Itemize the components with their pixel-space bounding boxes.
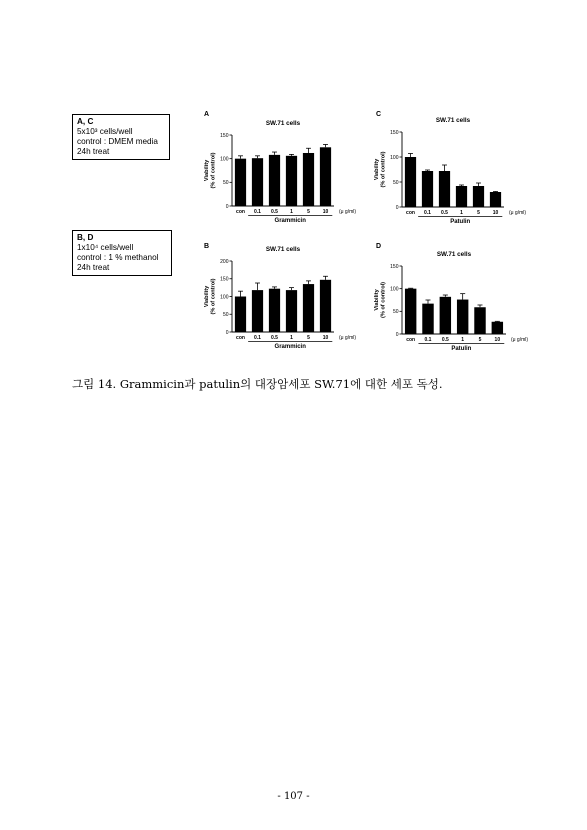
group-label: Patulin [451, 346, 472, 352]
bar [235, 297, 246, 333]
y-tick-label: 150 [390, 263, 399, 270]
y-tick-label: 100 [220, 156, 229, 163]
x-tick-label: 0.5 [441, 210, 448, 216]
x-tick-label: con [406, 210, 415, 216]
chart-title: SW.71 cells [436, 251, 472, 258]
panel-label: D [376, 243, 382, 250]
y-tick-label: 0 [225, 203, 229, 210]
x-tick-label: 1 [461, 337, 465, 343]
condition-box-ac [72, 114, 170, 160]
y-axis-label: Viability(% of control) [374, 281, 387, 319]
condition-line: 1x10⁴ cells/well [77, 243, 134, 252]
condition-header: A, C [77, 117, 94, 126]
y-tick-label: 200 [220, 258, 229, 265]
group-label: Grammicin [274, 218, 306, 224]
group-label: Grammicin [274, 344, 306, 350]
chart-panel-c [372, 108, 542, 226]
chart-title: SW.71 cells [265, 120, 301, 127]
chart-svg [372, 108, 542, 226]
x-tick-label: 0.1 [254, 209, 261, 215]
x-tick-label: 10 [322, 335, 329, 341]
condition-line: 24h treat [77, 263, 110, 272]
y-tick-label: 150 [390, 129, 399, 136]
chart-title: SW.71 cells [265, 246, 301, 253]
y-tick-label: 0 [225, 329, 229, 336]
condition-line: control : 1 % methanol [77, 253, 159, 262]
x-tick-label: 0.1 [424, 337, 432, 343]
condition-line: 24h treat [77, 147, 110, 156]
chart-panel-b [200, 240, 370, 358]
y-tick-label: 150 [220, 276, 229, 283]
bar [286, 156, 297, 206]
x-tick-label: 10 [492, 210, 499, 216]
bar [422, 171, 433, 207]
x-tick-label: 1 [290, 209, 293, 215]
y-tick-label: 50 [222, 312, 229, 319]
condition-line: control : DMEM media [77, 137, 158, 146]
bar [456, 186, 467, 207]
x-tick-label: 1 [290, 335, 293, 341]
panel-label: C [376, 111, 382, 118]
x-tick-label: 10 [494, 337, 501, 343]
y-tick-label: 50 [392, 179, 399, 186]
bar [269, 289, 280, 332]
x-tick-label: 5 [307, 335, 310, 341]
bar [252, 158, 263, 206]
condition-line: 5x10³ cells/well [77, 127, 133, 136]
page-number: - 107 - [277, 791, 310, 802]
chart-svg [200, 240, 370, 358]
x-tick-label: con [406, 337, 416, 343]
bar [286, 290, 297, 332]
bar [320, 147, 331, 206]
y-tick-label: 0 [395, 331, 399, 338]
chart-title: SW.71 cells [435, 117, 471, 124]
group-label: Patulin [450, 219, 471, 225]
bar [269, 155, 280, 206]
condition-box-bd [72, 230, 172, 276]
unit-label: (μ g/ml) [509, 210, 527, 216]
bar [405, 157, 416, 207]
y-axis-label: Viability(% of control) [204, 278, 217, 315]
x-tick-label: 0.1 [254, 335, 261, 341]
condition-header: B, D [77, 233, 94, 242]
y-tick-label: 100 [390, 286, 399, 293]
bar [492, 322, 503, 334]
unit-label: (μ g/ml) [511, 337, 529, 343]
bar [457, 300, 468, 334]
y-tick-label: 150 [220, 132, 229, 139]
x-tick-label: con [236, 209, 245, 215]
bar [439, 171, 450, 207]
x-tick-label: con [236, 335, 245, 341]
y-axis-label: Viability(% of control) [374, 151, 387, 188]
x-tick-label: 0.1 [424, 210, 431, 216]
bar [422, 304, 433, 334]
bar [440, 297, 451, 334]
x-tick-label: 0.5 [271, 335, 278, 341]
x-tick-label: 1 [460, 210, 463, 216]
bar [320, 280, 331, 332]
y-tick-label: 50 [222, 180, 229, 187]
x-tick-label: 0.5 [441, 337, 449, 343]
bar [252, 290, 263, 332]
y-tick-label: 50 [392, 309, 399, 316]
y-axis-label: Viability(% of control) [204, 152, 217, 189]
x-tick-label: 5 [478, 337, 482, 343]
bar [490, 192, 501, 207]
bar [473, 186, 484, 207]
chart-panel-a [200, 108, 370, 226]
panel-label: B [204, 243, 210, 250]
y-tick-label: 100 [220, 294, 229, 301]
bar [303, 153, 314, 206]
x-tick-label: 5 [307, 209, 310, 215]
y-tick-label: 100 [390, 154, 399, 161]
bar [303, 284, 314, 332]
bar [235, 159, 246, 206]
chart-panel-d [372, 240, 542, 358]
bar [405, 289, 416, 334]
chart-svg [200, 108, 370, 226]
unit-label: (μ g/ml) [339, 209, 357, 215]
x-tick-label: 5 [477, 210, 480, 216]
unit-label: (μ g/ml) [339, 335, 357, 341]
x-tick-label: 10 [322, 209, 329, 215]
panel-label: A [204, 111, 210, 118]
figure-caption: 그림 14. Grammicin과 patulin의 대장암세포 SW.71에 대한 세포 독성. [72, 377, 443, 391]
x-tick-label: 0.5 [271, 209, 278, 215]
chart-svg [372, 240, 542, 358]
bar [474, 307, 485, 334]
y-tick-label: 0 [395, 204, 399, 211]
